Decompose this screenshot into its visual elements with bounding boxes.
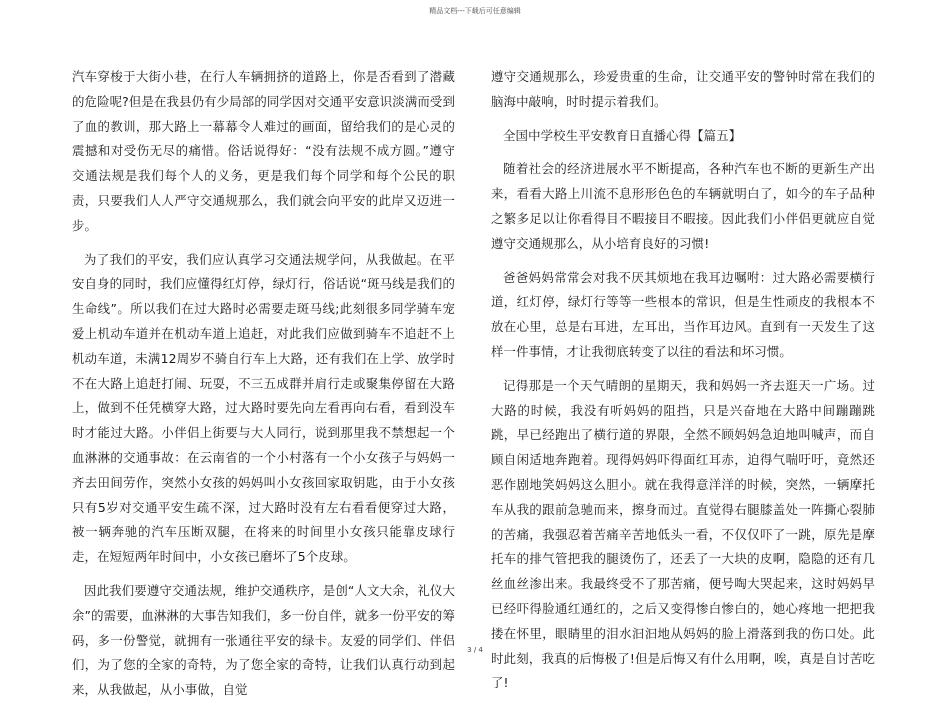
right-paragraph-1: 遵守交通规那么，珍爱贵重的生命，让交通平安的警钟时常在我们的脑海中敲响，时时提示着我们。 [491, 69, 875, 109]
left-paragraph-3: 因此我们要遵守交通法规，维护交通秩序，是创“人文大余，礼仪大余”的需要，血淋淋的大事告知我们，多一份自伴，就多一份平安的筹码，多一份警觉，就拥有一张通往平安的绿卡。友爱的同学们、伴侣们，为了您的全家的奇特，为了您全家的奇特，让我们认真行动到起来，从我做起，从小事做，自觉 [72, 582, 455, 698]
left-column [72, 65, 455, 703]
left-paragraph-2: 为了我们的平安，我们应认真学习交通法规学问，从我做起。在平安自身的同时，我们应懂得红灯停，绿灯行，俗话说“斑马线是我们的生命线”。所以我们在过大路时必需要走斑马线;此刻很多同学骑车宠爱上机动车道并在机动车道上追赶，对此我们应做到骑车不追赶不上机动车道，未满12周岁不骑自行车上大路，还有我们在上学、放学时不在大路上追赶打闹、玩耍，不三五成群并肩行走或聚集停留在大路上，做到不任凭横穿大路，过大路时要先向左看再向右看，看到没车时才能过大路。小伴侣上街要与大人同行，说到那里我不禁想起一个血淋淋的交通事故：在云南省的一个小村落有一个小女孩子与妈妈一齐去田间劳作，突然小女孩的妈妈叫小女孩回家取钥匙，由于小女孩只有5岁对交通平安生疏不深，过大路时没有左右看看便穿过大路，被一辆奔驰的汽车压断双腿，在将来的时间里小女孩只能靠皮球行走，在短短两年时间中，小女孩已磨坏了5个皮球。 [72, 251, 455, 565]
right-paragraph-3: 爸爸妈妈常常会对我不厌其烦地在我耳边嘱咐：过大路必需要横行道，红灯停，绿灯行等等一些根本的常识，但是生性顽皮的我根本不放在心里，总是右耳进，左耳出，当作耳边风。直到有一天发生了这样一件事情，才让我彻底转变了以往的看法和坏习惯。 [491, 269, 875, 359]
page-number: 3 / 4 [467, 646, 483, 654]
right-column [491, 65, 875, 696]
section-heading: 全国中学校生平安教育日直播心得【篇五】 [503, 127, 742, 143]
left-paragraph-1: 汽车穿梭于大街小巷，在行人车辆拥挤的道路上，你是否看到了潜藏的危险呢?但是在我县仍有少局部的同学因对交通平安意识淡满而受到了血的教训，那大路上一幕幕令人难过的画面，留给我们的是心灵的震撼和对受伤无尽的痛惜。俗话说得好：“没有法规不成方圆。”遵守交通法规是我们每个人的义务，更是我们每个同学和每个公民的职责，只要我们人人严守交通规那么，我们就会向平安的此岸又迈进一步。 [72, 69, 455, 233]
right-paragraph-4: 记得那是一个天气晴朗的星期天，我和妈妈一齐去逛天一广场。过大路的时候，我没有听妈妈的阻挡，只是兴奋地在大路中间蹦蹦跳跳，早已经跑出了横行道的界限，全然不顾妈妈急迫地叫喊声，而自顾自闲适地奔跑着。现得妈妈吓得面红耳赤，迫得气喘吁吁，竟然还恶作剧地笑妈妈这么胆小。就在我得意洋洋的时候，突然，一辆摩托车从我的跟前急驰而来，擦身而过。直觉得右腿膝盖处一阵撕心裂肺的苦痛，我强忍着苦痛辛苦地低头一看，不仅仅吓了一跳，原先是摩托车的排气管把我的腿烫伤了，还丢了一大块的皮啊，隐隐的还有几丝血丝渗出来。我最终受不了那苦痛，便号啕大哭起来，这时妈妈早已经吓得脸通红通红的，之后又变得惨白惨白的，她心疼地一把把我搂在怀里，眼睛里的泪水汩汩地从妈妈的脸上滑落到我的伤口处。此时此刻，我真的后悔极了!但是后悔又有什么用啊，唉，真是自讨苦吃了! [491, 377, 875, 691]
right-paragraph-2: 随着社会的经济进展水平不断提高，各种汽车也不断的更新生产出来，看看大路上川流不息形形色色的车辆就明白了，如今的车子品种之繁多足以让你看得目不暇接目不暇接。因此我们小伴侣更就应自觉遵守交通规那么，从小培育良好的习惯! [491, 161, 875, 251]
page-header: 精品文档---下载后可任意编辑 [429, 7, 521, 15]
